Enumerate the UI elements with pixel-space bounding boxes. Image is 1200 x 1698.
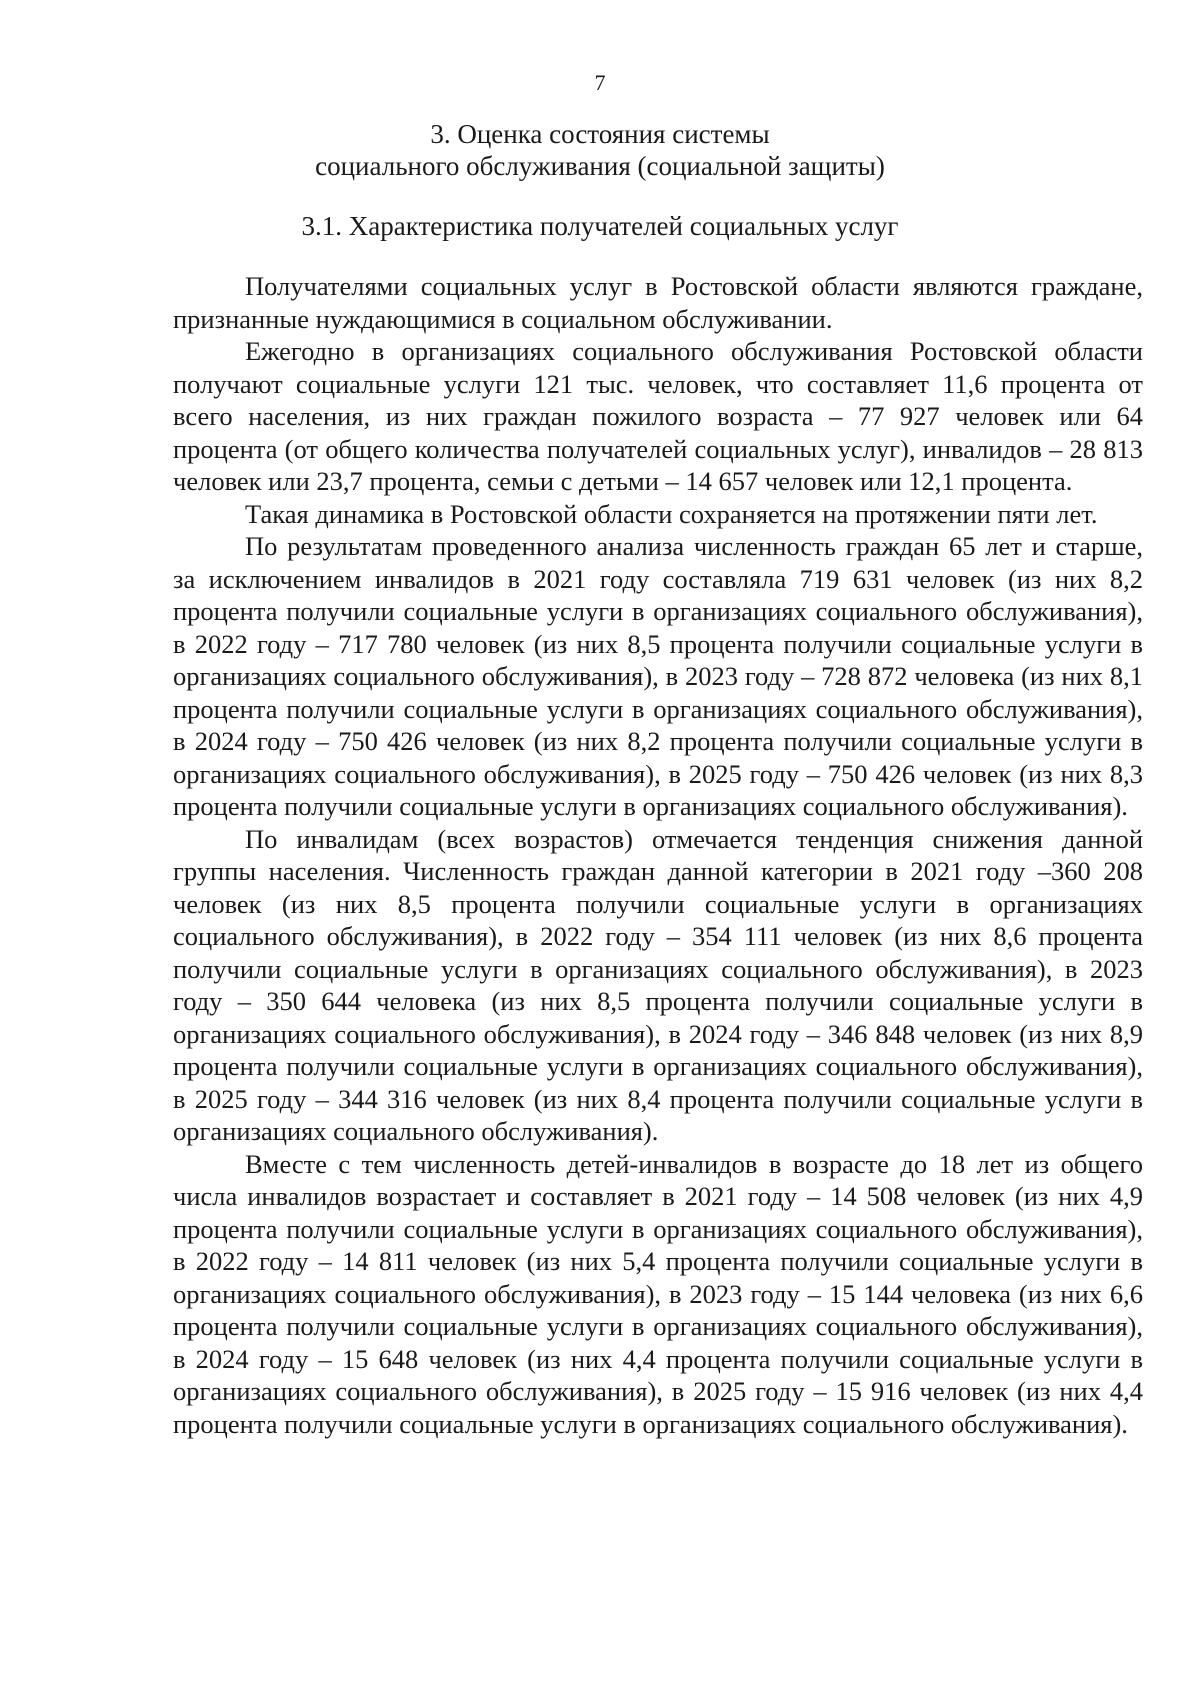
paragraph-disabled-children-analysis: Вместе с тем численность детей-инвалидов в возрасте до 18 лет из общего числа инвалидов возрастает и составляет в 2021 году – 14 508 человек (из них 4,9 процента получили социальные услуги в организациях социального обслуживания), в 2022 году – 14 811 человек (из них 5,4 процента получили социальные услуги в организациях социального обслуживания), в 2023 году – 15 144 человека (из них 6,6 процента получили социальные услуги в организациях социального обслуживания), в 2024 году – 15 648 человек (из них 4,4 процента получили социальные услуги в организациях социального обслуживания), в 2025 году – 15 916 человек (из них 4,4 процента получили социальные услуги в организациях социального обслуживания). (173, 1148, 1143, 1439)
paragraph-dynamics: Такая динамика в Ростовской области сохраняется на протяжении пяти лет. (245, 498, 1098, 529)
paragraph-recipients: Получателями социальных услуг в Ростовской области являются граждане, признанные нуждающимися в социальном обслуживании. (173, 271, 1143, 334)
paragraph-elderly-analysis: По результатам проведенного анализа численность граждан 65 лет и старше, за исключением инвалидов в 2021 году составляла 719 631 человек (из них 8,2 процента получили социальные услуги в организациях социального обслуживания), в 2022 году – 717 780 человек (из них 8,5 процента получили социальные услуги в организациях социального обслуживания), в 2023 году – 728 872 человека (из них 8,1 процента получили социальные услуги в организациях социального обслуживания), в 2024 году – 750 426 человек (из них 8,2 процента получили социальные услуги в организациях социального обслуживания), в 2025 году – 750 426 человек (из них 8,3 процента получили социальные услуги в организациях социального обслуживания). (173, 531, 1143, 821)
subsection-title: 3.1. Характеристика получателей социальных услуг (301, 211, 899, 241)
paragraph-disabled-analysis: По инвалидам (всех возрастов) отмечается тенденция снижения данной группы населения. Численность граждан данной категории в 2021 году –360 208 человек (из них 8,5 процента получили социальные услуги в организациях социального обслуживания), в 2022 году – 354 111 человек (из них 8,6 процента получили социальные услуги в организациях социального обслуживания), в 2023 году – 350 644 человека (из них 8,5 процента получили социальные услуги в организациях социального обслуживания), в 2024 году – 346 848 человек (из них 8,9 процента получили социальные услуги в организациях социального обслуживания), в 2025 году – 344 316 человек (из них 8,4 процента получили социальные услуги в организациях социального обслуживания). (173, 823, 1143, 1146)
page-number: 7 (594, 70, 606, 95)
section-title (0, 118, 1200, 182)
body-text (173, 270, 1143, 1440)
section-title-line-1: 3. Оценка состояния системы (430, 119, 770, 149)
paragraph-annual-recipients: Ежегодно в организациях социального обслуживания Ростовской области получают социальные услуги 121 тыс. человек, что составляет 11,6 процента от всего населения, из них граждан пожилого возраста – 77 927 человек или 64 процента (от общего количества получателей социальных услуг), инвалидов – 28 813 человек или 23,7 процента, семьи с детьми – 14 657 человек или 12,1 процента. (173, 336, 1143, 496)
section-title-line-2: социального обслуживания (социальной защиты) (315, 151, 885, 181)
